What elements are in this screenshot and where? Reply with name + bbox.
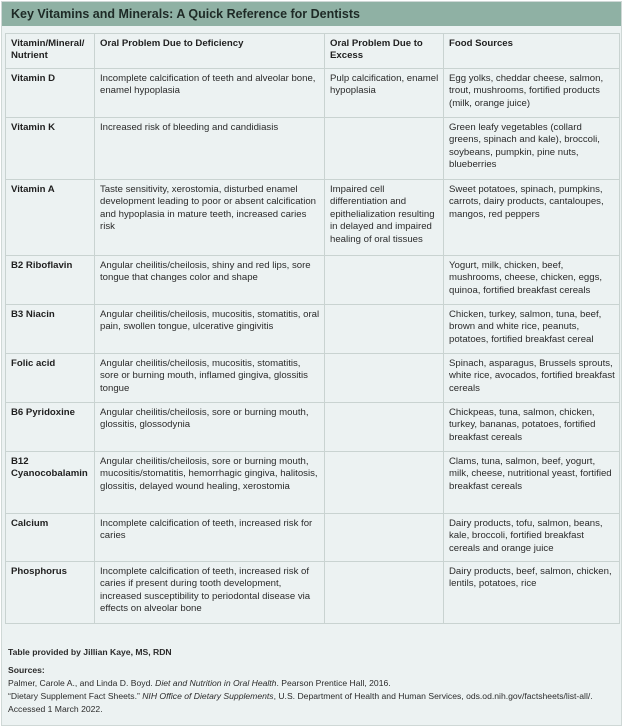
excess-cell <box>325 562 444 624</box>
header-excess: Oral Problem Due to Excess <box>325 34 444 69</box>
source-citation-2 <box>8 690 593 703</box>
table-footer <box>8 646 593 716</box>
nutrient-cell: Vitamin D <box>6 69 95 118</box>
food-sources-cell: Sweet potatoes, spinach, pumpkins, carrots, dairy products, cantaloupes, mangos, red peppers <box>444 180 620 256</box>
header-food-sources: Food Sources <box>444 34 620 69</box>
nutrient-cell: B12 Cyanocobalamin <box>6 452 95 514</box>
source-2-title: “Dietary Supplement Fact Sheets.” <box>8 691 143 701</box>
food-sources-cell: Chicken, turkey, salmon, tuna, beef, brown and white rice, peanuts, potatoes, fortified breakfast cereal <box>444 305 620 354</box>
table-row <box>6 118 620 180</box>
excess-cell <box>325 354 444 403</box>
card-title: Key Vitamins and Minerals: A Quick Reference for Dentists <box>2 2 621 26</box>
deficiency-cell: Increased risk of bleeding and candidiasis <box>95 118 325 180</box>
nutrient-cell: Vitamin A <box>6 180 95 256</box>
food-sources-cell: Dairy products, tofu, salmon, beans, kale, broccoli, fortified breakfast cereals and orange juice <box>444 514 620 562</box>
nutrient-cell: Folic acid <box>6 354 95 403</box>
sources-label: Sources: <box>8 665 45 675</box>
nutrient-cell: B3 Niacin <box>6 305 95 354</box>
excess-cell: Pulp calcification, enamel hypoplasia <box>325 69 444 118</box>
source-1-authors: Palmer, Carole A., and Linda D. Boyd. <box>8 678 156 688</box>
nutrient-cell: Vitamin K <box>6 118 95 180</box>
excess-cell <box>325 305 444 354</box>
header-nutrient: Vitamin/Mineral/ Nutrient <box>6 34 95 69</box>
deficiency-cell: Angular cheilitis/cheilosis, shiny and red lips, sore tongue that changes color and shape <box>95 256 325 305</box>
food-sources-cell: Yogurt, milk, chicken, beef, mushrooms, cheese, chicken, eggs, quinoa, fortified breakfast cereals <box>444 256 620 305</box>
excess-cell <box>325 403 444 452</box>
table-row <box>6 562 620 624</box>
table-row <box>6 69 620 118</box>
deficiency-cell: Angular cheilitis/cheilosis, sore or burning mouth, mucositis/stomatitis, hemorrhagic gingiva, halitosis, glossitis, delayed wound healing, xerostomia <box>95 452 325 514</box>
food-sources-cell: Dairy products, beef, salmon, chicken, lentils, potatoes, rice <box>444 562 620 624</box>
food-sources-cell: Chickpeas, tuna, salmon, chicken, turkey, bananas, potatoes, fortified breakfast cereals <box>444 403 620 452</box>
source-2-publisher: NIH Office of Dietary Supplements <box>142 691 274 701</box>
deficiency-cell: Angular cheilitis/cheilosis, mucositis, stomatitis, oral pain, swollen tongue, ulcerative gingivitis <box>95 305 325 354</box>
source-1-title: Diet and Nutrition in Oral Health <box>155 678 277 688</box>
source-2-detail: , U.S. Department of Health and Human Services, ods.od.nih.gov/factsheets/list-all/. <box>273 691 593 701</box>
nutrient-cell: B2 Riboflavin <box>6 256 95 305</box>
food-sources-cell: Clams, tuna, salmon, beef, yogurt, milk, cheese, nutritional yeast, fortified breakfast cereals <box>444 452 620 514</box>
table-header-row <box>6 34 620 69</box>
source-1-publisher: . Pearson Prentice Hall, 2016. <box>276 678 391 688</box>
table-row <box>6 305 620 354</box>
excess-cell <box>325 452 444 514</box>
excess-cell <box>325 256 444 305</box>
deficiency-cell: Angular cheilitis/cheilosis, mucositis, stomatitis, sore or burning mouth, inflamed gingiva, glossitis tongue <box>95 354 325 403</box>
table-row <box>6 514 620 562</box>
nutrient-cell: B6 Pyridoxine <box>6 403 95 452</box>
table-row <box>6 452 620 514</box>
deficiency-cell: Incomplete calcification of teeth and alveolar bone, enamel hypoplasia <box>95 69 325 118</box>
excess-cell <box>325 118 444 180</box>
food-sources-cell: Egg yolks, cheddar cheese, salmon, trout, mushrooms, fortified products (milk, orange juice) <box>444 69 620 118</box>
excess-cell: Impaired cell differentiation and epithelialization resulting in delayed and impaired healing of oral tissues <box>325 180 444 256</box>
food-sources-cell: Green leafy vegetables (collard greens, spinach and kale), broccoli, soybeans, pumpkin, pine nuts, blueberries <box>444 118 620 180</box>
nutrient-cell: Phosphorus <box>6 562 95 624</box>
table-row <box>6 256 620 305</box>
deficiency-cell: Taste sensitivity, xerostomia, disturbed enamel development leading to poor or absent calcification and hypoplasia in mature teeth, increased caries risk <box>95 180 325 256</box>
deficiency-cell: Angular cheilitis/cheilosis, sore or burning mouth, glossitis, glossodynia <box>95 403 325 452</box>
deficiency-cell: Incomplete calcification of teeth, increased risk of caries if present during tooth development, increased susceptibility to periodontal disease via effects on alveolar bone <box>95 562 325 624</box>
source-citation-1 <box>8 677 593 690</box>
table-credit: Table provided by Jillian Kaye, MS, RDN <box>8 647 172 657</box>
table-row <box>6 180 620 256</box>
food-sources-cell: Spinach, asparagus, Brussels sprouts, white rice, avocados, fortified breakfast cereals <box>444 354 620 403</box>
header-deficiency: Oral Problem Due to Deficiency <box>95 34 325 69</box>
excess-cell <box>325 514 444 562</box>
reference-card <box>1 1 622 726</box>
deficiency-cell: Incomplete calcification of teeth, increased risk for caries <box>95 514 325 562</box>
vitamins-table <box>5 33 620 624</box>
table-row <box>6 403 620 452</box>
nutrient-cell: Calcium <box>6 514 95 562</box>
source-2-accessed: Accessed 1 March 2022. <box>8 704 103 714</box>
table-row <box>6 354 620 403</box>
